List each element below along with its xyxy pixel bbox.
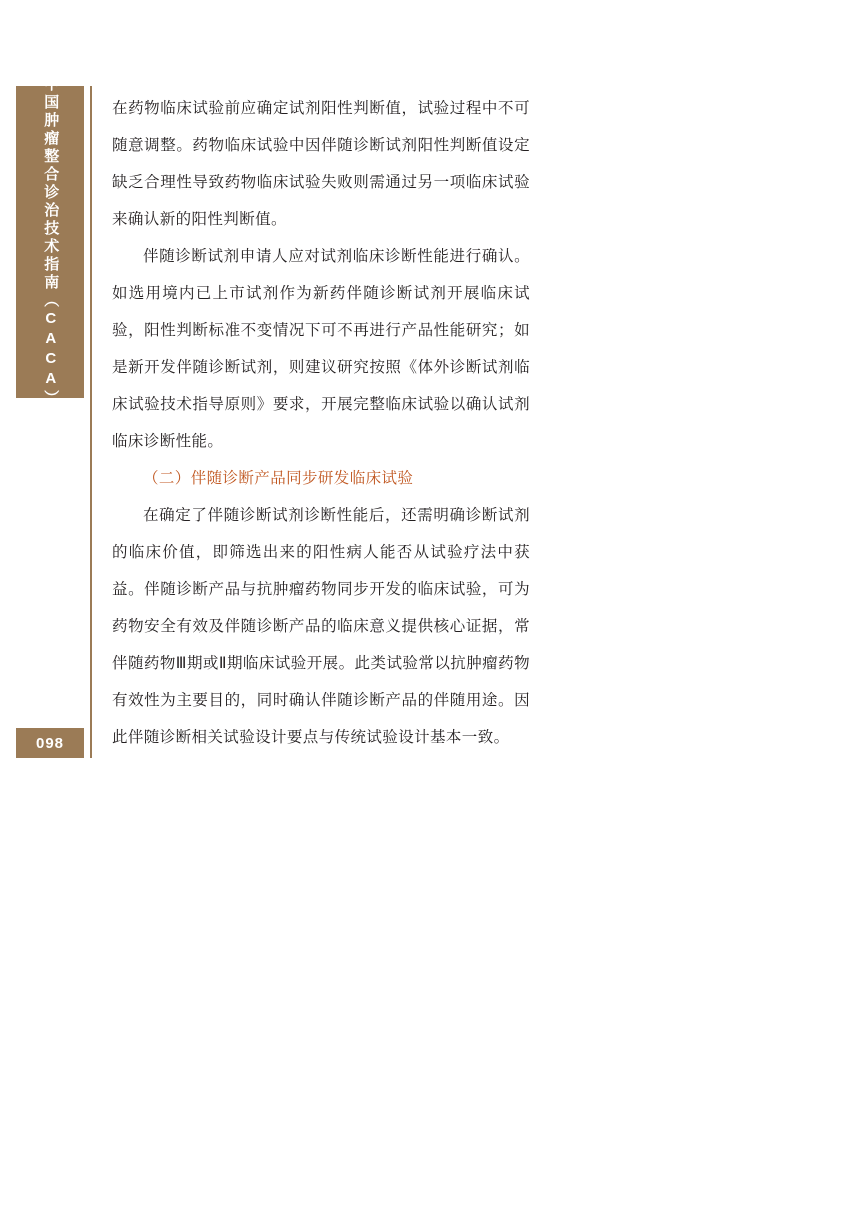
body-paragraph: 伴随诊断试剂申请人应对试剂临床诊断性能进行确认。如选用境内已上市试剂作为新药伴随诊断试剂开展临床试验，阳性判断标准不变情况下可不再进行产品性能研究；如是新开发伴随诊断试剂，则建议研究按照《体外诊断试剂临床试验技术指导原则》要求，开展完整临床试验以确认试剂临床诊断性能。 [112,248,530,450]
body-paragraph: 在药物临床试验前应确定试剂阳性判断值，试验过程中不可随意调整。药物临床试验中因伴随诊断试剂阳性判断值设定缺乏合理性导致药物临床试验失败则需通过另一项临床试验来确认新的阳性判断值。 [112,100,530,228]
column-divider-rule [90,86,92,758]
page-number-badge [16,728,84,758]
book-title-text: 中国肿瘤整合诊治技术指南（CACA） [42,76,60,408]
book-title-side-tab [16,76,84,408]
page-number-text: 098 [35,734,65,752]
body-paragraph: 在确定了伴随诊断试剂诊断性能后，还需明确诊断试剂的临床价值，即筛选出来的阳性病人能否从试验疗法中获益。伴随诊断产品与抗肿瘤药物同步开发的临床试验，可为药物安全有效及伴随诊断产品的临床意义提供核心证据，常伴随药物Ⅲ期或Ⅱ期临床试验开展。此类试验常以抗肿瘤药物有效性为主要目的，同时确认伴随诊断产品的伴随用途。因此伴随诊断相关试验设计要点与传统试验设计基本一致。 [112,507,530,746]
main-text-column [112,90,530,756]
section-heading: （二）伴随诊断产品同步研发临床试验 [143,470,414,487]
